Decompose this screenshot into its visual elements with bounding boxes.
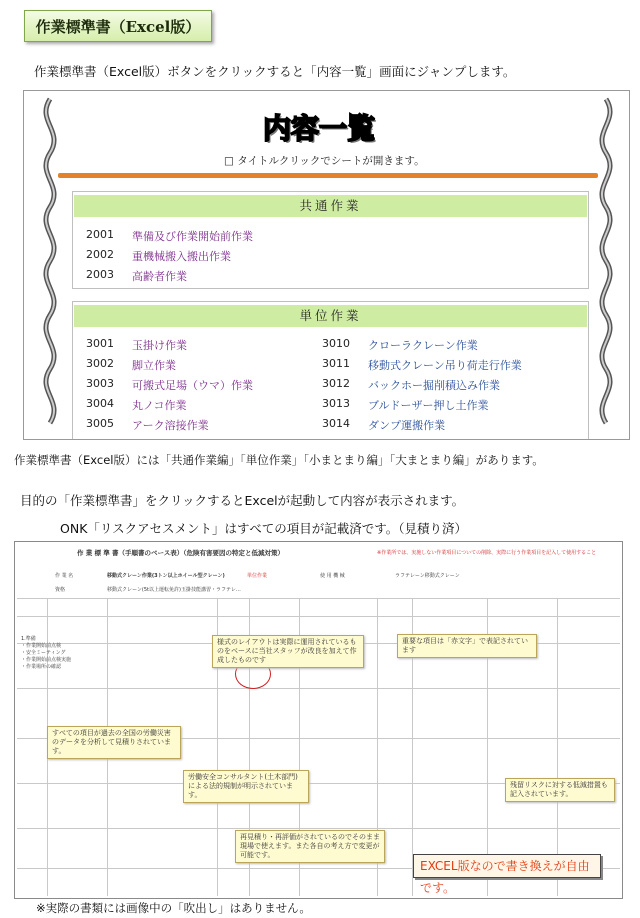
sheet-title: 作 業 標 準 書（手順書のベース表）（危険有害要因の特定と低減対策）: [77, 549, 284, 557]
unit-item[interactable]: 3002 脚立作業: [86, 357, 176, 372]
purpose-text: 目的の「作業標準書」をクリックするとExcelが起動して内容が表示されます。: [20, 493, 465, 508]
description-text: 作業標準書（Excel版）には「共通作業編」「単位作業」「小まとまり編」「大まとまり編」があります。: [14, 453, 544, 467]
unit-item[interactable]: 3014 ダンプ運搬作業: [322, 417, 446, 432]
unit-item[interactable]: 3011 移動式クレーン吊り荷走行作業: [322, 357, 522, 372]
unit-item[interactable]: 3013 ブルドーザー押し土作業: [322, 397, 489, 412]
callout-consultant: 労働安全コンサルタント(土木部門)による法的規制が明示されています。: [183, 770, 309, 803]
callout-excel: EXCEL版なので書き換えが自由です。: [413, 854, 601, 878]
sheet-screenshot: [14, 541, 623, 899]
work-type: 単位作業: [247, 573, 268, 579]
row-label: ・作業場所の確認: [21, 664, 62, 670]
unit-item[interactable]: 3005 アーク溶接作業: [86, 417, 209, 432]
orange-divider: [58, 173, 598, 178]
callout-scope: すべての項目が過去の全国の労働災害のデータを分析して見積りされています。: [47, 726, 181, 759]
row-label: ・安全ミーティング: [21, 650, 66, 656]
common-header: 共通作業: [74, 195, 587, 217]
machine-label: 使 用 機 械: [320, 573, 345, 579]
callout-important: 重要な項目は「赤文字」で表記されています: [397, 634, 537, 658]
unit-item[interactable]: 3001 玉掛け作業: [86, 337, 187, 352]
index-note: □ タイトルクリックでシートが開きます。: [224, 155, 425, 167]
page-heading: 作業標準書（Excel版）: [24, 10, 212, 42]
row-label: ・作業開始前点検実施: [21, 657, 72, 663]
common-item[interactable]: 2003 高齢者作業: [86, 268, 187, 283]
footnote: ※実際の書類には画像中の「吹出し」はありません。: [36, 901, 311, 915]
sheet-red-note: ※作業所では、実施しない作業項目についての削除、実際に行う作業項目を記入して使用すること: [377, 550, 597, 556]
common-item[interactable]: 2002 重機械搬入搬出作業: [86, 248, 231, 263]
index-title: 内容一覧: [262, 112, 375, 145]
unit-header: 単位作業: [74, 305, 587, 327]
callout-edit: 再見積り・再評価がされているのでそのまま現場で使えます。また各自の考え方で変更が可能です。: [235, 830, 385, 863]
machine: ラフテレーン移動式クレーン: [395, 573, 460, 579]
callout-residual: 残留リスクに対する低減措置も記入されています。: [505, 778, 615, 802]
unit-item[interactable]: 3004 丸ノコ作業: [86, 397, 187, 412]
work-name-label: 作 業 名: [55, 573, 74, 579]
row-label: ・作業開始前点検: [21, 643, 62, 649]
left-scroll-ornament: [28, 91, 72, 436]
row-label: 1.準備: [21, 636, 36, 642]
qual: 移動式クレーン(5t以上運転免許)玉掛技能講習・ラフテレ…: [107, 587, 241, 593]
index-screenshot: [23, 90, 630, 440]
unit-item[interactable]: 3010 クローラクレーン作業: [322, 337, 478, 352]
right-scroll-ornament: [584, 91, 628, 436]
common-item[interactable]: 2001 準備及び作業開始前作業: [86, 228, 253, 243]
work-name: 移動式クレーン作業(3トン以上ホイール型クレーン): [107, 573, 225, 579]
unit-item[interactable]: 3012 バックホー掘削積込み作業: [322, 377, 500, 392]
qual-label: 資格: [55, 587, 66, 593]
callout-layout: 様式のレイアウトは実際に運用されているものをベースに当社スタッフが改良を加えて作成したものです: [212, 635, 364, 668]
intro-text: 作業標準書（Excel版）ボタンをクリックすると「内容一覧」画面にジャンプします。: [34, 64, 516, 79]
onk-text: ONK「リスクアセスメント」はすべての項目が記載済です。（見積り済）: [60, 521, 468, 536]
unit-item[interactable]: 3003 可搬式足場（ウマ）作業: [86, 377, 253, 392]
